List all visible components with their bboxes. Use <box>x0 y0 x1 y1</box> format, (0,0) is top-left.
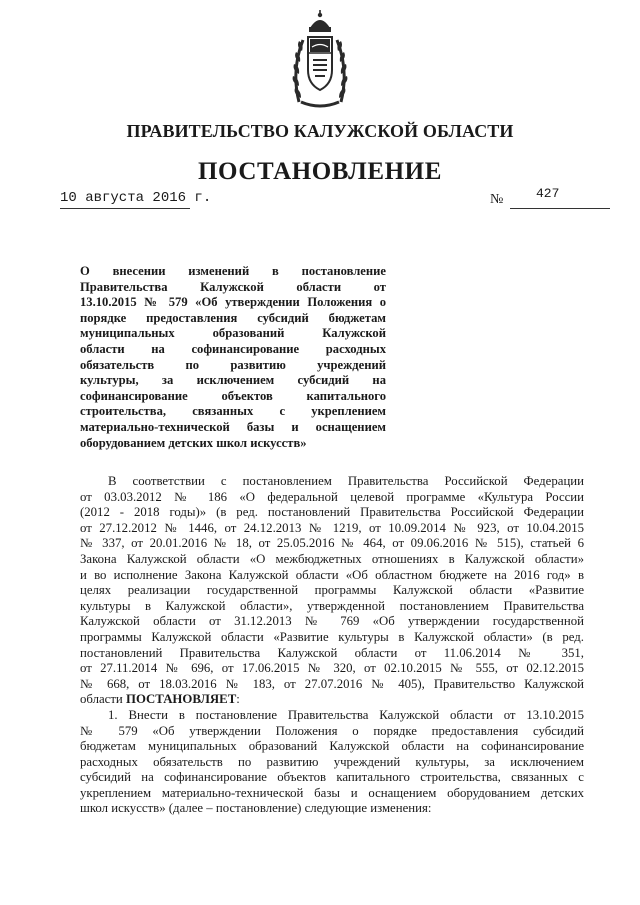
body-line: постановлений Правительства Калужской области от 11.06.2014 № 351, <box>80 645 584 660</box>
body-line <box>80 692 584 708</box>
subject-line: оборудованием детских школ искусств» <box>80 435 307 450</box>
resolution-suffix: : <box>236 692 240 707</box>
body-line: № 668, от 18.03.2016 № 183, от 27.07.2016 № 405), Правительство Калужской <box>80 676 584 691</box>
document-number: 427 <box>536 186 560 201</box>
subject-line: культуры, за исключением субсидий на <box>80 373 386 388</box>
body-line: программы Калужской области «Развитие культуры в Калужской области» (в ред. <box>80 629 584 644</box>
subject-block <box>80 264 386 451</box>
body-line: от 27.11.2014 № 696, от 17.06.2015 № 320, от 02.10.2015 № 555, от 02.12.2015 <box>80 661 584 676</box>
body-line: от 03.03.2012 № 186 «О федеральной целевой программе «Культура России <box>80 489 584 504</box>
date-underline <box>60 208 190 209</box>
document-body <box>80 474 584 817</box>
subject-line: софинансирование объектов капитального <box>80 388 386 403</box>
body-line: В соответствии с постановлением Правительства Российской Федерации <box>108 474 584 488</box>
body-line: Закона Калужской области «О межбюджетных отношениях в Калужской области» <box>80 551 584 566</box>
body-line: (2012 - 2018 годы)» (в ред. постановлений Правительства Российской Федерации <box>80 505 584 520</box>
number-sign: № <box>490 192 504 207</box>
subject-line: 13.10.2015 № 579 «Об утверждении Положения о <box>80 295 386 310</box>
subject-line: муниципальных образований Калужской <box>80 326 386 341</box>
subject-line: обязательств по развитию учреждений <box>80 357 386 372</box>
body-line: школ искусств» (далее – постановление) следующие изменения: <box>80 801 432 816</box>
resolution-keyword: ПОСТАНОВЛЯЕТ <box>125 692 237 707</box>
body-line: Калужской области от 31.12.2013 № 769 «Об утверждении государственной <box>80 614 584 629</box>
subject-line: Правительства Калужской области от <box>80 279 386 294</box>
body-line: от 27.12.2012 № 1446, от 24.12.2013 № 1219, от 10.09.2014 № 923, от 10.04.2015 <box>80 520 584 535</box>
document-type-title: ПОСТАНОВЛЕНИЕ <box>197 158 443 185</box>
document-date: 10 августа 2016 г. <box>60 190 212 206</box>
paragraph-item-1 <box>80 708 584 817</box>
subject-line: материально-технической базы и оснащением <box>80 419 386 434</box>
subject-line: порядке предоставления субсидий бюджетам <box>80 310 386 325</box>
body-line: расходных обязательств по развитию учреждений культуры, за исключением <box>80 754 584 769</box>
body-line: № 579 «Об утверждении Положения о порядке предоставления субсидий <box>80 723 584 738</box>
resolution-prefix: области <box>80 692 126 707</box>
body-line: культуры в Калужской области», утвержденной постановлением Правительства <box>80 598 584 613</box>
body-line: субсидий на софинансирование объектов капитального строительства, связанных с <box>80 770 584 785</box>
body-line: № 337, от 20.01.2016 № 18, от 25.05.2016 № 464, от 09.06.2016 № 515), статьей 6 <box>80 536 584 551</box>
government-title: ПРАВИТЕЛЬСТВО КАЛУЖСКОЙ ОБЛАСТИ <box>126 121 514 141</box>
date-number-row <box>60 186 620 212</box>
body-line: укреплением материально-технической базы и оснащением оборудованием детских <box>80 785 584 800</box>
coat-of-arms-icon <box>291 10 349 110</box>
subject-line: строительства, связанных с укреплением <box>80 404 386 419</box>
paragraph-preamble <box>80 474 584 708</box>
body-line: бюджетам муниципальных образований Калужской области на софинансирование <box>80 739 584 754</box>
subject-line: О внесении изменений в постановление <box>80 264 386 278</box>
number-underline <box>510 208 610 209</box>
body-line: 1. Внести в постановление Правительства Калужской области от 13.10.2015 <box>108 707 584 722</box>
body-line: целях реализации государственной программы Калужской области «Развитие <box>80 583 584 598</box>
body-line: и во исполнение Закона Калужской области «Об областном бюджете на 2016 год» в <box>80 567 584 582</box>
subject-line: области на софинансирование расходных <box>80 341 386 356</box>
